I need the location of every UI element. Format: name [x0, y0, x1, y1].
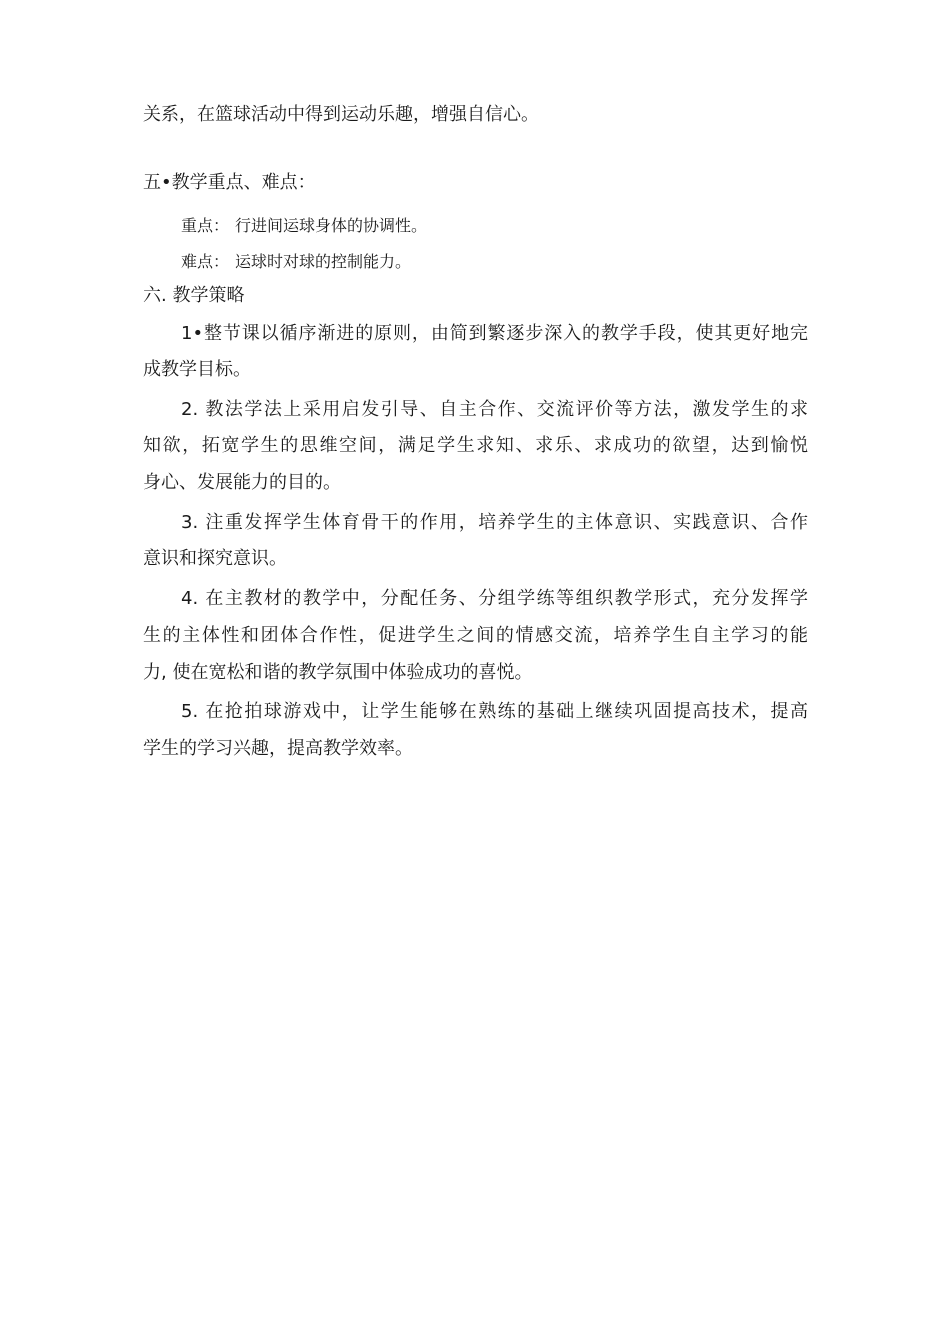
strategy-3-line-1: 3. 注重发挥学生体育骨干的作用，培养学生的主体意识、实践意识、合作: [181, 512, 808, 533]
section-6-heading: 六. 教学策略: [143, 285, 245, 306]
strategy-4-line-1: 4. 在主教材的教学中，分配任务、分组学练等组织教学形式，充分发挥学: [181, 588, 808, 609]
strategy-2-line-1: 2. 教法学法上采用启发引导、自主合作、交流评价等方法，激发学生的求: [181, 399, 808, 420]
strategy-5-line-2: 学生的学习兴趣，提高教学效率。: [143, 738, 413, 759]
difficulty-line: [181, 251, 411, 273]
strategy-4-line-2: 生的主体性和团体合作性，促进学生之间的情感交流，培养学生自主学习的能: [143, 625, 808, 646]
key-point-line: [181, 215, 427, 237]
difficulty-label: 难点：: [181, 252, 230, 271]
strategy-2-line-2: 知欲，拓宽学生的思维空间，满足学生求知、求乐、求成功的欲望，达到愉悦: [143, 435, 808, 456]
strategy-4-line-3: 力, 使在宽松和谐的教学氛围中体验成功的喜悦。: [143, 662, 533, 683]
strategy-1-line-2: 成教学目标。: [143, 359, 251, 380]
strategy-3-line-2: 意识和探究意识。: [143, 548, 287, 569]
section-5-heading: 五•教学重点、难点：: [143, 172, 316, 193]
continuation-line: 关系，在篮球活动中得到运动乐趣，增强自信心。: [143, 104, 539, 125]
strategy-1-line-1: 1•整节课以循序渐进的原则，由简到繁逐步深入的教学手段，使其更好地完: [181, 323, 808, 344]
difficulty-text: 运球时对球的控制能力。: [235, 252, 412, 271]
strategy-5-line-1: 5. 在抢拍球游戏中，让学生能够在熟练的基础上继续巩固提高技术，提高: [181, 701, 808, 722]
key-point-text: 行进间运球身体的协调性。: [235, 216, 428, 235]
strategy-2-line-3: 身心、发展能力的目的。: [143, 472, 341, 493]
key-point-label: 重点：: [181, 216, 230, 235]
